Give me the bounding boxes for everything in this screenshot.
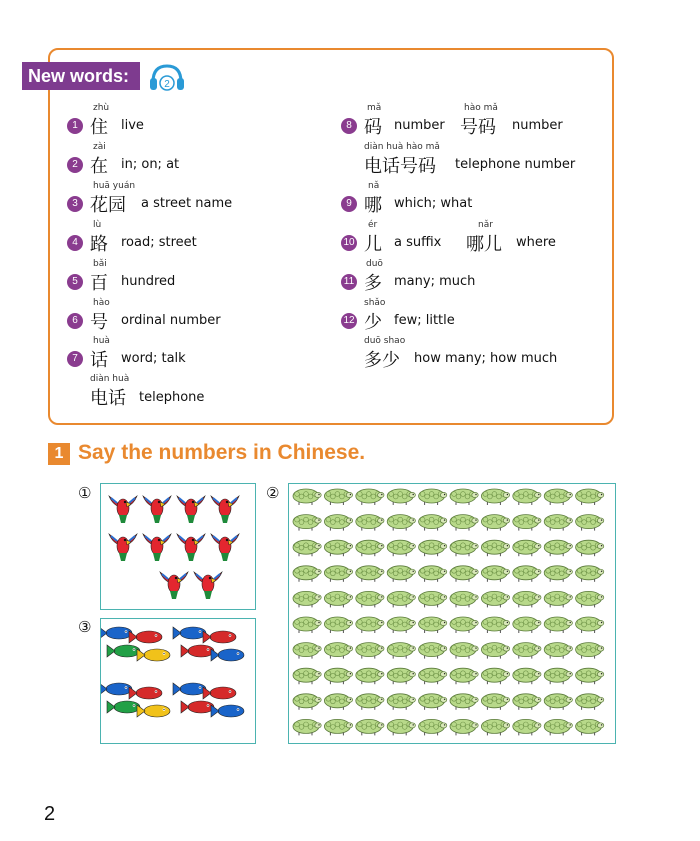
english: hundred (121, 274, 176, 289)
sheep-icon (293, 591, 321, 607)
fish-icon (173, 627, 206, 639)
sheep-icon (419, 643, 447, 659)
english: many; much (394, 274, 476, 289)
sheep-icon (356, 643, 384, 659)
pinyin: hào mǎ (464, 103, 498, 113)
hanzi: 码 (364, 117, 382, 138)
entry-number: 10 (341, 235, 357, 251)
hanzi: 多少 (364, 350, 400, 371)
pinyin: mǎ (367, 103, 382, 113)
panel-label-3: ③ (78, 618, 92, 636)
birds-panel (100, 483, 256, 610)
sheep-icon (293, 668, 321, 684)
sheep-icon (544, 540, 572, 556)
sheep-icon (481, 617, 509, 633)
pinyin: diàn huà hào mǎ (364, 142, 440, 152)
sheep-icon (544, 591, 572, 607)
sheep-icon (293, 643, 321, 659)
english: telephone number (455, 157, 576, 172)
sheep-icon (576, 719, 604, 735)
entry-number: 4 (67, 235, 83, 251)
sheep-icon (324, 694, 352, 710)
sheep-icon (324, 489, 352, 505)
sheep-icon (356, 694, 384, 710)
sheep-icon (387, 489, 415, 505)
entry-number: 6 (67, 313, 83, 329)
sheep-icon (450, 540, 478, 556)
sheep-icon (419, 566, 447, 582)
sheep-icon (513, 719, 541, 735)
sheep-icon (324, 540, 352, 556)
sheep-icon (513, 540, 541, 556)
sheep-icon (324, 591, 352, 607)
sheep-icon (387, 719, 415, 735)
exercise-title: Say the numbers in Chinese. (78, 441, 366, 464)
english: telephone (139, 390, 205, 405)
fish-icon (203, 631, 236, 643)
english: number (512, 118, 563, 133)
pinyin: duō (366, 259, 383, 269)
sheep-icon (513, 617, 541, 633)
pinyin: zài (93, 142, 106, 152)
english: word; talk (121, 351, 186, 366)
sheep-icon (356, 719, 384, 735)
pinyin: huà (93, 336, 110, 346)
track-number: 2 (164, 79, 170, 90)
parrot-icon (194, 572, 222, 599)
pinyin: hào (93, 298, 110, 308)
sheep-icon (576, 566, 604, 582)
english: which; what (394, 196, 473, 211)
sheep-icon (544, 617, 572, 633)
entry-number: 5 (67, 274, 83, 290)
parrot-icon (211, 534, 239, 561)
fish-icon (211, 649, 244, 661)
hanzi: 花园 (90, 195, 126, 216)
pinyin: lù (93, 220, 102, 230)
fish-icon (181, 701, 214, 713)
sheep-icon (481, 591, 509, 607)
birds-picture (101, 484, 254, 608)
hanzi: 少 (364, 312, 382, 333)
fish-icon (137, 705, 170, 717)
sheep-icon (324, 719, 352, 735)
new-words-badge: New words: (22, 62, 140, 90)
sheep-icon (387, 540, 415, 556)
pinyin: zhù (93, 103, 110, 113)
english: how many; how much (414, 351, 558, 366)
hanzi: 号 (90, 312, 108, 333)
sheep-icon (356, 515, 384, 531)
sheep-icon (324, 566, 352, 582)
parrot-icon (143, 496, 171, 523)
sheep-icon (544, 566, 572, 582)
sheep-icon (293, 617, 321, 633)
sheep-icon (356, 489, 384, 505)
pinyin: nǎ (368, 181, 380, 191)
sheep-icon (513, 489, 541, 505)
sheep-icon (419, 489, 447, 505)
sheep-icon (513, 566, 541, 582)
entry-number: 1 (67, 118, 83, 134)
panel-label-2: ② (266, 484, 280, 502)
parrot-icon (177, 534, 205, 561)
sheep-icon (576, 617, 604, 633)
english: live (121, 118, 144, 133)
english: road; street (121, 235, 197, 250)
pinyin: huā yuán (93, 181, 136, 191)
sheep-icon (324, 617, 352, 633)
entry-number: 8 (341, 118, 357, 134)
sheep-icon (576, 489, 604, 505)
sheep-icon (450, 617, 478, 633)
sheep-icon (450, 643, 478, 659)
fish-icon (129, 687, 162, 699)
fish-icon (211, 705, 244, 717)
parrot-icon (160, 572, 188, 599)
hanzi: 话 (90, 350, 108, 371)
hanzi: 路 (90, 234, 108, 255)
sheep-icon (293, 566, 321, 582)
sheep-icon (544, 719, 572, 735)
sheep-icon (513, 694, 541, 710)
sheep-icon (387, 591, 415, 607)
sheep-icon (576, 540, 604, 556)
sheep-icon (356, 566, 384, 582)
sheep-icon (419, 719, 447, 735)
parrot-icon (109, 534, 137, 561)
entry-number: 7 (67, 351, 83, 367)
sheep-panel (288, 483, 616, 744)
fish-panel (100, 618, 256, 744)
sheep-icon (356, 668, 384, 684)
hanzi: 儿 (364, 234, 382, 255)
english: a street name (141, 196, 233, 211)
fish-icon (101, 683, 132, 695)
entry-number: 2 (67, 157, 83, 173)
english: a suffix (394, 235, 442, 250)
sheep-icon (419, 617, 447, 633)
sheep-icon (513, 668, 541, 684)
sheep-icon (481, 489, 509, 505)
sheep-icon (576, 591, 604, 607)
fish-icon (107, 701, 140, 713)
sheep-icon (293, 489, 321, 505)
sheep-icon (356, 540, 384, 556)
sheep-icon (481, 643, 509, 659)
pinyin: diàn huà (90, 374, 130, 384)
sheep-icon (576, 515, 604, 531)
hanzi: 百 (90, 273, 108, 294)
sheep-icon (419, 540, 447, 556)
sheep-icon (544, 515, 572, 531)
sheep-icon (387, 668, 415, 684)
page-number: 2 (44, 803, 56, 825)
hanzi: 多 (364, 273, 382, 294)
sheep-icon (513, 515, 541, 531)
hanzi: 哪 (364, 195, 382, 216)
fish-icon (173, 683, 206, 695)
sheep-icon (450, 515, 478, 531)
sheep-icon (450, 489, 478, 505)
sheep-icon (419, 694, 447, 710)
sheep-icon (293, 719, 321, 735)
fish-picture (101, 619, 254, 742)
english: ordinal number (121, 313, 221, 328)
sheep-icon (513, 643, 541, 659)
pinyin: duō shao (364, 336, 406, 346)
panel-label-1: ① (78, 484, 92, 502)
sheep-icon (544, 643, 572, 659)
parrot-icon (211, 496, 239, 523)
sheep-icon (324, 515, 352, 531)
sheep-icon (450, 668, 478, 684)
sheep-icon (450, 566, 478, 582)
sheep-icon (576, 643, 604, 659)
sheep-icon (293, 694, 321, 710)
parrot-icon (109, 496, 137, 523)
hanzi: 电话 (90, 388, 126, 409)
sheep-icon (481, 694, 509, 710)
sheep-icon (324, 643, 352, 659)
headphones-icon[interactable] (148, 62, 186, 92)
english: in; on; at (121, 157, 180, 172)
english: few; little (394, 313, 455, 328)
sheep-icon (544, 489, 572, 505)
sheep-icon (481, 668, 509, 684)
sheep-icon (450, 719, 478, 735)
sheep-icon (544, 668, 572, 684)
pinyin: nǎr (478, 220, 493, 230)
sheep-icon (576, 694, 604, 710)
sheep-icon (387, 643, 415, 659)
english: where (516, 235, 556, 250)
hanzi: 在 (90, 156, 108, 177)
entry-number: 11 (341, 274, 357, 290)
hanzi: 住 (90, 117, 108, 138)
sheep-icon (450, 591, 478, 607)
parrot-icon (143, 534, 171, 561)
sheep-icon (481, 540, 509, 556)
entry-number: 9 (341, 196, 357, 212)
sheep-icon (356, 617, 384, 633)
sheep-icon (419, 668, 447, 684)
sheep-icon (387, 617, 415, 633)
pinyin: bǎi (93, 259, 107, 269)
entry-number: 12 (341, 313, 357, 329)
fish-icon (107, 645, 140, 657)
sheep-icon (356, 591, 384, 607)
sheep-icon (481, 566, 509, 582)
sheep-icon (293, 540, 321, 556)
sheep-icon (450, 694, 478, 710)
sheep-icon (481, 719, 509, 735)
fish-icon (137, 649, 170, 661)
hanzi: 哪儿 (466, 234, 502, 255)
parrot-icon (177, 496, 205, 523)
pinyin: shǎo (364, 298, 386, 308)
exercise-number: 1 (48, 443, 70, 465)
sheep-icon (387, 694, 415, 710)
fish-icon (101, 627, 132, 639)
sheep-icon (387, 566, 415, 582)
hanzi: 号码 (460, 117, 496, 138)
sheep-icon (419, 591, 447, 607)
fish-icon (181, 645, 214, 657)
english: number (394, 118, 445, 133)
sheep-icon (387, 515, 415, 531)
sheep-icon (419, 515, 447, 531)
entry-number: 3 (67, 196, 83, 212)
pinyin: ér (368, 220, 378, 230)
sheep-icon (481, 515, 509, 531)
sheep-icon (544, 694, 572, 710)
hanzi: 电话号码 (364, 156, 436, 177)
sheep-icon (293, 515, 321, 531)
fish-icon (203, 687, 236, 699)
sheep-icon (576, 668, 604, 684)
fish-icon (129, 631, 162, 643)
sheep-icon (513, 591, 541, 607)
sheep-icon (324, 668, 352, 684)
sheep-picture (289, 484, 614, 742)
